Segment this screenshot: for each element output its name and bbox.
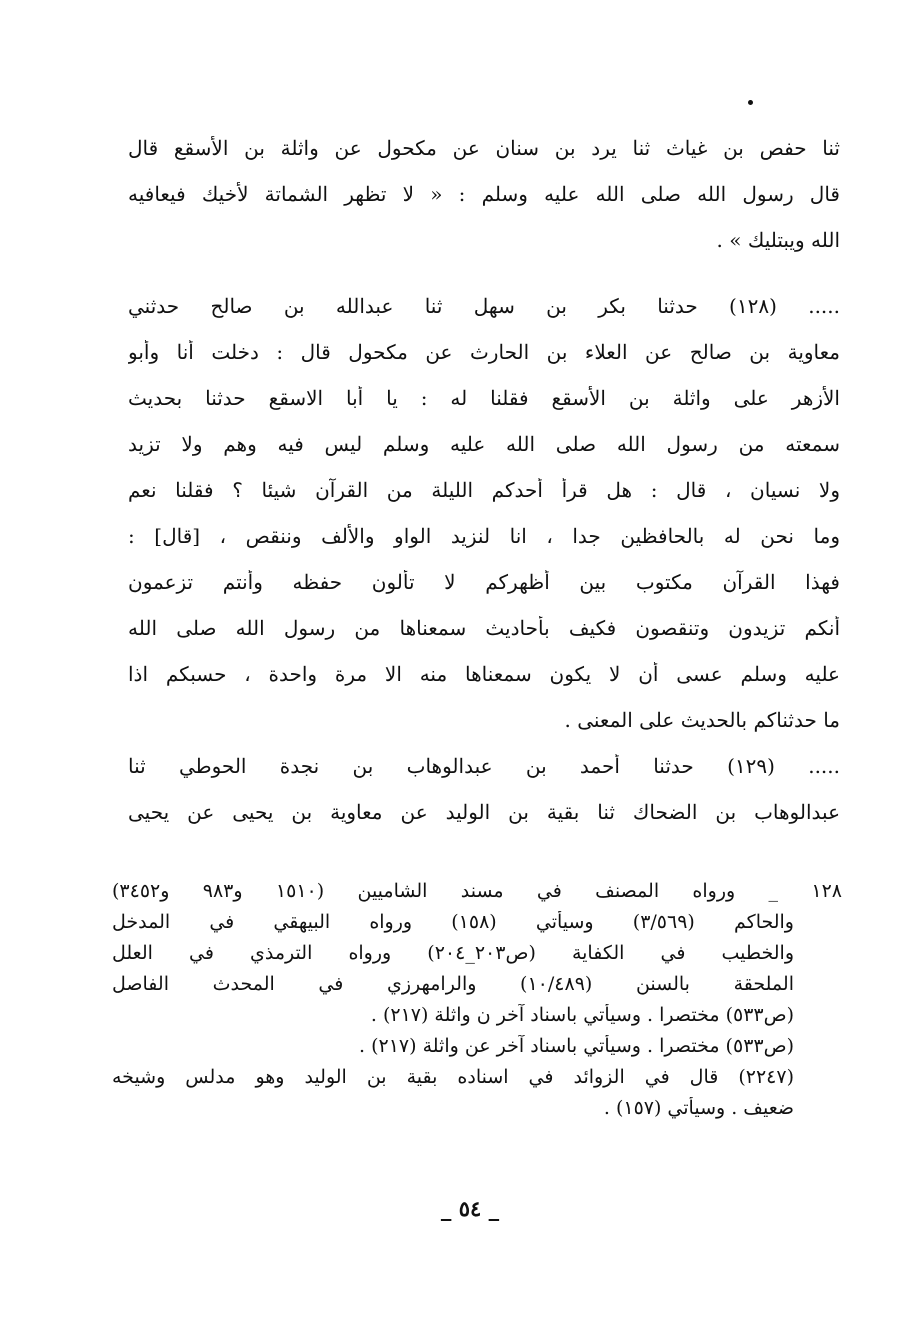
- footnote-line: والخطيب في الكفاية (ص٢٠٣_٢٠٤) ورواه الترمذي في العلل: [112, 942, 794, 964]
- footnote-line: الملحقة بالسنن (١٠/٤٨٩) والرامهرزي في المحدث الفاصل: [112, 973, 794, 995]
- paragraph-hadith-129: [128, 754, 840, 824]
- text-line: عليه وسلم عسى أن لا يكون سمعناها منه الا مرة واحدة ، حسبكم اذا: [128, 662, 840, 686]
- text-line: ..... (١٢٩) حدثنا أحمد بن عبدالوهاب بن نجدة الحوطي ثنا: [128, 754, 840, 778]
- text-line: أنكم تزيدون وتنقصون فكيف بأحاديث سمعناها من رسول الله صلى الله: [128, 616, 840, 640]
- footnote-line: ضعيف . وسيأتي (١٥٧) .: [603, 1097, 794, 1119]
- page-number: _ ٥٤ _: [440, 1196, 500, 1221]
- text-line: الأزهر على واثلة بن الأسقع فقلنا له : يا أبا الاسقع حدثنا بحديث: [128, 386, 840, 410]
- paragraph-hadith-128: [128, 294, 840, 732]
- footnote-line: (ص٥٣٣) مختصرا . وسيأتي باسناد آخر عن واثلة (٢١٧) .: [359, 1035, 794, 1057]
- text-line: الله ويبتليك » .: [716, 228, 840, 252]
- footnote-line: (ص٥٣٣) مختصرا . وسيأتي باسناد آخر ن واثلة (٢١٧) .: [370, 1004, 794, 1026]
- main-text: [128, 136, 840, 846]
- text-line: ثنا حفص بن غياث ثنا يرد بن سنان عن مكحول عن واثلة بن الأسقع قال: [128, 136, 840, 160]
- text-line: ..... (١٢٨) حدثنا بكر بن سهل ثنا عبدالله بن صالح حدثني: [128, 294, 840, 318]
- footnote-line: ١٢٨ _ ورواه المصنف في مسند الشاميين (١٥١٠ و٩٨٣ و٣٤٥٢): [112, 880, 842, 902]
- footnotes: [112, 880, 842, 1128]
- text-line: عبدالوهاب بن الضحاك ثنا بقية بن الوليد عن معاوية بن يحيى عن يحيى: [128, 800, 840, 824]
- footnote-line: (٢٢٤٧) قال في الزوائد في اسناده بقية بن الوليد وهو مدلس وشيخه: [112, 1066, 794, 1088]
- text-line: ولا نسيان ، قال : هل قرأ أحدكم الليلة من القرآن شيئا ؟ فقلنا نعم: [128, 478, 840, 502]
- text-line: فهذا القرآن مكتوب بين أظهركم لا تألون حفظه وأنتم تزعمون: [128, 570, 840, 594]
- text-line: سمعته من رسول الله صلى الله عليه وسلم ليس فيه وهم ولا تزيد: [128, 432, 840, 456]
- ink-dot: [748, 100, 753, 105]
- text-line: معاوية بن صالح عن العلاء بن الحارث عن مكحول قال : دخلت أنا وأبو: [128, 340, 840, 364]
- footnote-line: والحاكم (٣/٥٦٩) وسيأتي (١٥٨) ورواه البيهقي في المدخل: [112, 911, 794, 933]
- text-line: ما حدثناكم بالحديث على المعنى .: [564, 708, 840, 732]
- text-line: وما نحن له بالحافظين جدا ، انا لنزيد الواو والألف وننقص ، [قال] :: [128, 524, 840, 548]
- text-line: قال رسول الله صلى الله عليه وسلم : « لا تظهر الشماتة لأخيك فيعافيه: [128, 182, 840, 206]
- paragraph-1: [128, 136, 840, 252]
